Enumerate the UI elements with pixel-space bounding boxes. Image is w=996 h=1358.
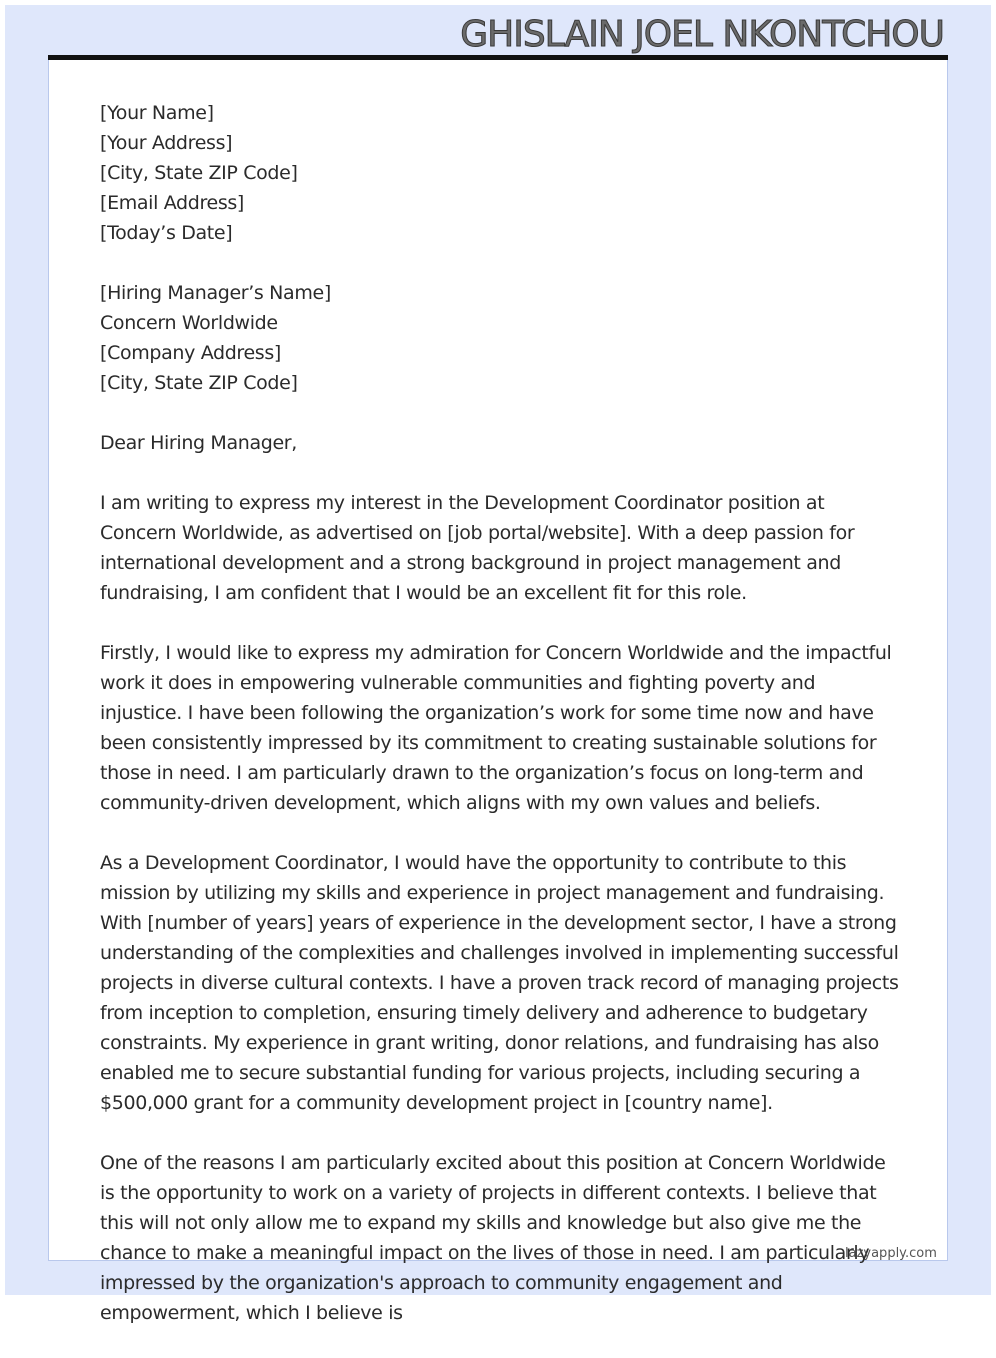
- recipient-address: [Company Address]: [100, 342, 281, 364]
- paragraph-intro: I am writing to express my interest in the Development Coordinator position at Concern Worldwide, as advertised on [job portal/website]. With a deep passion for international development and a strong background in project management and fundraising, I am confident that I would be an excellent fit for this role.: [100, 492, 855, 604]
- sender-block: [100, 98, 900, 248]
- watermark: lazyapply.com: [845, 1246, 937, 1261]
- sender-name: [Your Name]: [100, 102, 214, 124]
- recipient-block: [100, 278, 900, 398]
- sender-city: [City, State ZIP Code]: [100, 162, 298, 184]
- paragraph-motivation: One of the reasons I am particularly excited about this position at Concern Worldwide is the opportunity to work on a variety of projects in different contexts. I believe that this will not only allow me to expand my skills and knowledge but also give me the chance to make a meaningful impact on the lives of those in need. I am particularly impressed by the organization's approach to community engagement and empowerment, which I believe is: [100, 1152, 886, 1324]
- recipient-manager: [Hiring Manager’s Name]: [100, 282, 331, 304]
- recipient-city: [City, State ZIP Code]: [100, 372, 298, 394]
- cover-letter-body: [100, 98, 900, 1358]
- sender-date: [Today’s Date]: [100, 222, 233, 244]
- salutation: Dear Hiring Manager,: [100, 432, 297, 454]
- header-name: GHISLAIN JOEL NKONTCHOU: [460, 14, 944, 55]
- paragraph-experience: As a Development Coordinator, I would have the opportunity to contribute to this mission by utilizing my skills and experience in project management and fundraising. With [number of years] years of experience in the development sector, I have a strong understanding of the complexities and challenges involved in implementing successful projects in diverse cultural contexts. I have a proven track record of managing projects from inception to completion, ensuring timely delivery and adherence to budgetary constraints. My experience in grant writing, donor relations, and fundraising has also enabled me to secure substantial funding for various projects, including securing a $500,000 grant for a community development project in [country name].: [100, 852, 899, 1114]
- recipient-company: Concern Worldwide: [100, 312, 278, 334]
- paragraph-admiration: Firstly, I would like to express my admiration for Concern Worldwide and the impactful work it does in empowering vulnerable communities and fighting poverty and injustice. I have been following the organization’s work for some time now and have been consistently impressed by its commitment to creating sustainable solutions for those in need. I am particularly drawn to the organization’s focus on long-term and community-driven development, which aligns with my own values and beliefs.: [100, 642, 892, 814]
- sender-address: [Your Address]: [100, 132, 233, 154]
- sender-email: [Email Address]: [100, 192, 244, 214]
